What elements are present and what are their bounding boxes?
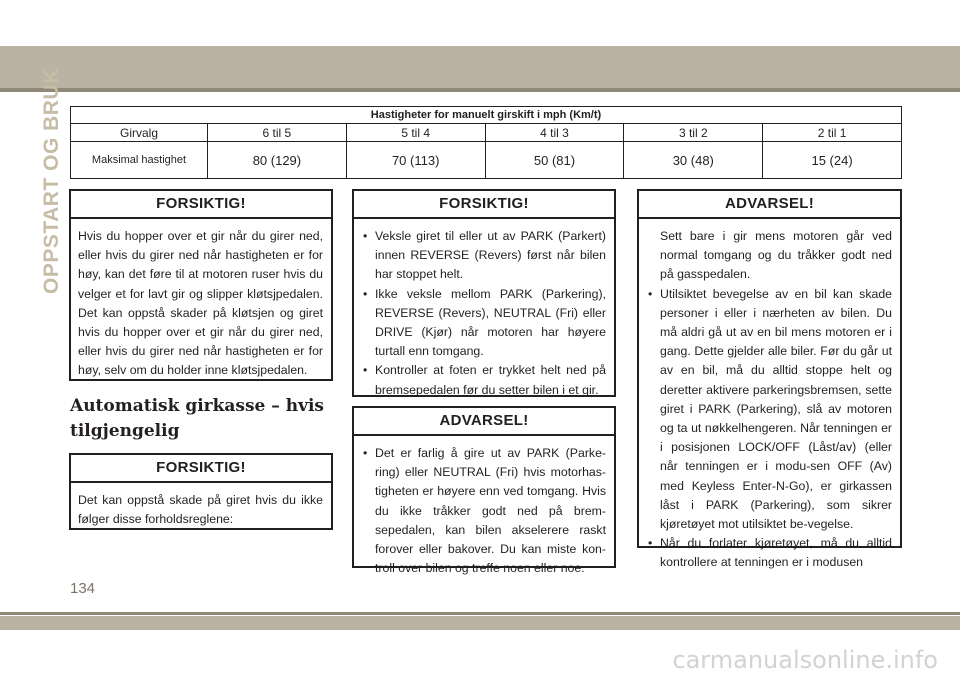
table-cell: 50 (81) xyxy=(485,142,624,179)
top-margin xyxy=(0,0,960,45)
table-row-label: Girvalg xyxy=(71,124,208,142)
caution-list xyxy=(361,227,606,400)
caution-box-park-reverse xyxy=(352,189,616,397)
caution-header: FORSIKTIG! xyxy=(71,455,331,483)
side-tab xyxy=(24,68,63,294)
table-row xyxy=(71,124,902,142)
page-number: 134 xyxy=(70,580,96,597)
section-heading-line: tilgjengelig xyxy=(70,421,180,441)
warning-list xyxy=(361,444,606,578)
caution-text: Hvis du hopper over et gir når du girer ned, eller hvis du girer ned når hastigheten er for høy, kan det føre til at motoren ruser hvis du velger et for lavt gir og slipper kløtsjpedalen. Det kan oppstå skader på kløtsjen og giret hvis du hopper over et gir når du girer ned, eller hvis du girer ned når hastigheten er for høy, selv om du holder inne kløtsjpedalen. xyxy=(78,229,323,378)
section-heading xyxy=(70,394,324,444)
list-item: • Ikke veksle mellom PARK (Parkering), REVERSE (Revers), NEUTRAL (Fri) eller DRIVE (Kjør) når motoren har høyere turtall enn tomgang. xyxy=(361,285,606,362)
table-cell: 5 til 4 xyxy=(346,124,485,142)
table-cell: 4 til 3 xyxy=(485,124,624,142)
list-item: • Det er farlig å gire ut av PARK (Parke-ring) eller NEUTRAL (Fri) hvis motorhas-tigheten er høyere enn ved tomgang. Hvis du ikke tråkker godt ned på brem-sepedalen, kan bilen akselerere raskt forover eller bakover. Du kan miste kon-troll over bilen og treffe noen eller noe. xyxy=(361,444,606,578)
table-title: Hastigheter for manuelt girskift i mph (Km/t) xyxy=(71,107,902,124)
table-cell: 6 til 5 xyxy=(208,124,347,142)
list-item: • Kontroller at foten er trykket helt ned på bremsepedalen før du setter bilen i et gir. xyxy=(361,361,606,399)
caution-header: FORSIKTIG! xyxy=(354,191,614,219)
table-cell: 70 (113) xyxy=(346,142,485,179)
caution-box-manual-shift xyxy=(69,189,333,381)
table-cell: 80 (129) xyxy=(208,142,347,179)
table-cell: 2 til 1 xyxy=(763,124,902,142)
list-item: • Veksle giret til eller ut av PARK (Parkert) innen REVERSE (Revers) først når bilen har stoppet helt. xyxy=(361,227,606,285)
shift-speed-table xyxy=(70,106,902,179)
table-row-label: Maksimal hastighet xyxy=(71,142,208,179)
list-item: • Når du forlater kjøretøyet, må du alltid kontrollere at tenningen er i modusen xyxy=(646,534,892,572)
table-row xyxy=(71,142,902,179)
header-band xyxy=(0,46,960,88)
warning-intro: Sett bare i gir mens motoren går ved normal tomgang og du tråkker godt ned på gasspedalen. xyxy=(660,229,892,282)
warning-box-unintended-movement xyxy=(637,189,902,570)
warning-list xyxy=(646,285,892,573)
table-cell: 30 (48) xyxy=(624,142,763,179)
header-band-line xyxy=(0,88,960,92)
footer-line xyxy=(0,612,960,615)
caution-text: Det kan oppstå skade på giret hvis du ikke følger disse forholdsreglene: xyxy=(78,493,323,527)
side-tab-label: OPPSTART OG BRUK xyxy=(40,68,63,294)
warning-header: ADVARSEL! xyxy=(354,408,614,436)
table-cell: 15 (24) xyxy=(763,142,902,179)
watermark: carmanualsonline.info xyxy=(672,646,938,674)
section-heading-line: Automatisk girkasse – hvis xyxy=(70,396,324,416)
table-cell: 3 til 2 xyxy=(624,124,763,142)
caution-header: FORSIKTIG! xyxy=(71,191,331,219)
caution-box-automatic xyxy=(69,453,333,530)
warning-box-park-neutral xyxy=(352,406,616,576)
footer-band xyxy=(0,616,960,630)
list-item: • Utilsiktet bevegelse av en bil kan skade personer i eller i nærheten av bilen. Du må aldri gå ut av en bil mens motoren er i gang. Dette gjelder alle biler. Før du går ut av en bil, må du alltid stoppe helt og deretter aktivere parkeringsbremsen, sette giret i PARK (Parkering), slå av motoren og ta ut nøkkelhengeren. Når tenningen er i posisjonen LOCK/OFF (Låst/av) (eller når tenningen er i modu-sen OFF (Av) med Keyless Enter-N-Go), er girkassen låst i PARK (Parkering), som sikrer kjøretøyet mot utilsiktet be-vegelse. xyxy=(646,285,892,535)
warning-header: ADVARSEL! xyxy=(639,191,900,219)
